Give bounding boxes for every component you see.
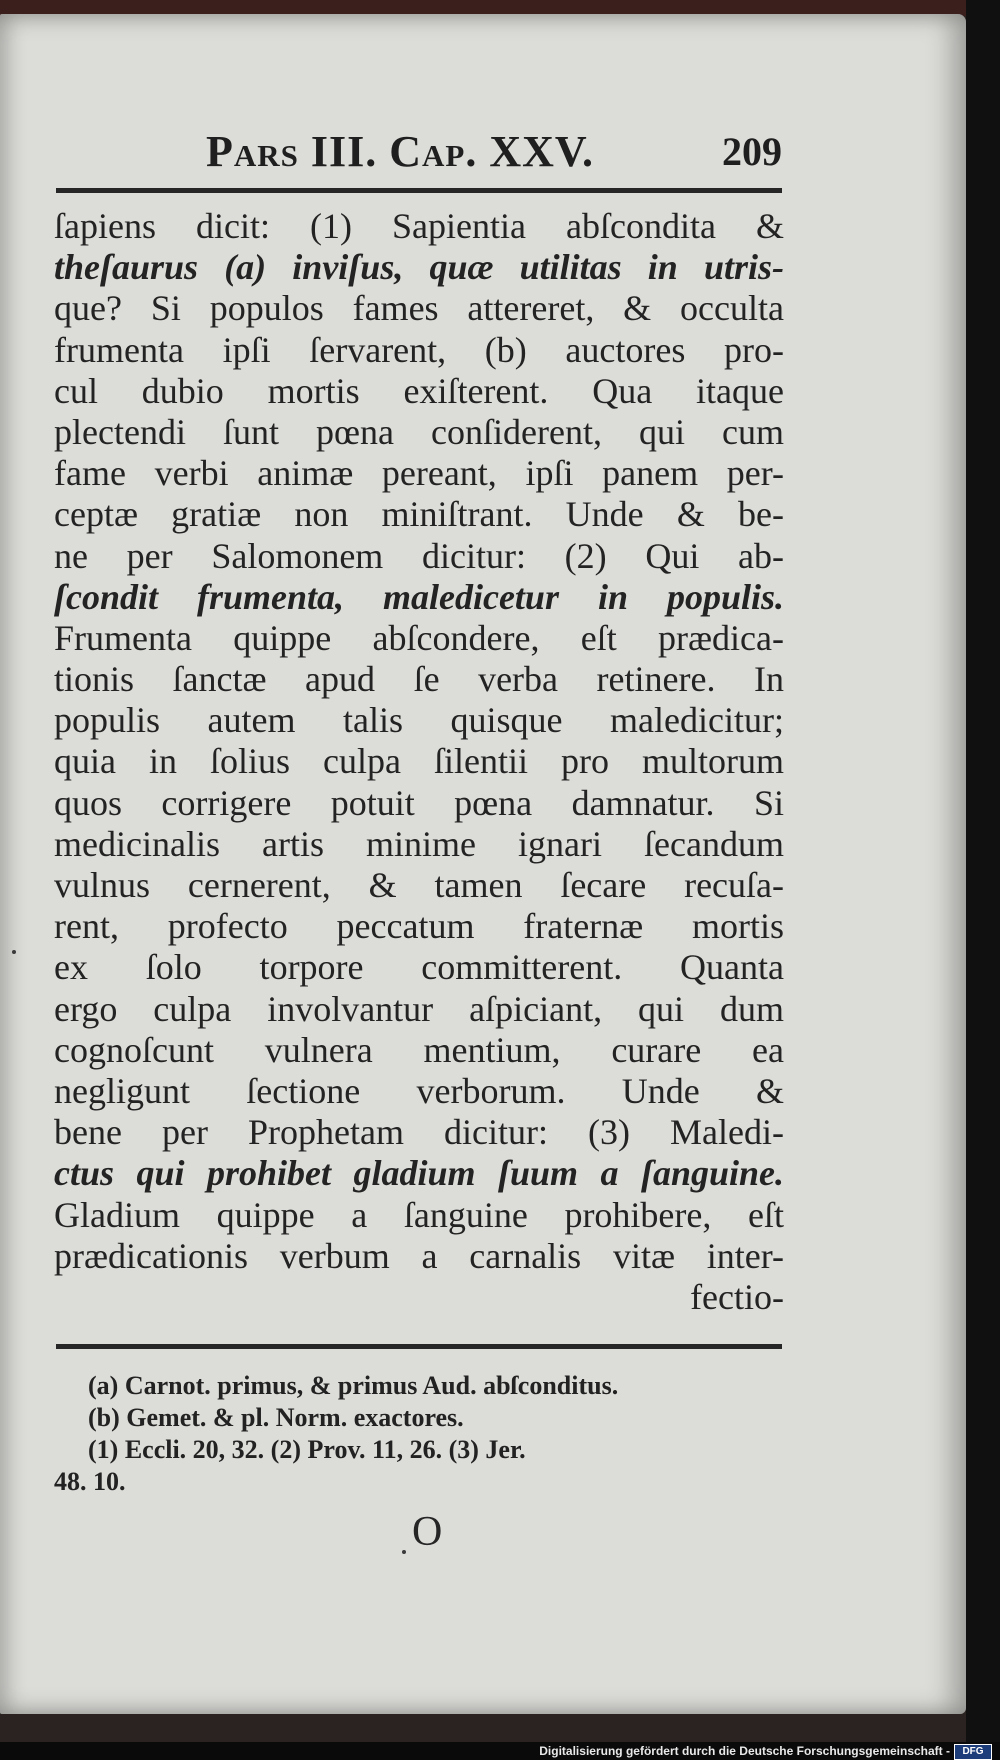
text-line: ſcondit frumenta, maledicetur in populis. — [54, 576, 784, 617]
text-line: cognoſcunt vulnera mentium, curare ea — [54, 1029, 784, 1070]
text-line: ſapiens dicit: (1) Sapientia abſcondita & — [54, 206, 784, 246]
dfg-logo: DFG — [954, 1744, 992, 1760]
running-header — [54, 126, 782, 182]
text-line: medicinalis artis minime ignari ſecandum — [54, 823, 784, 864]
header-rule — [56, 188, 782, 193]
text-line: prædicationis verbum a carnalis vitæ inter- — [54, 1235, 784, 1276]
text-line: vulnus cernerent, & tamen ſecare recuſa- — [54, 865, 784, 905]
book-edge-shadow — [966, 0, 1000, 1760]
paper-speck — [12, 950, 16, 954]
page-number: 209 — [722, 129, 782, 174]
footnotes — [54, 1370, 784, 1498]
text-line: que? Si populos fames attereret, & occulta — [54, 288, 784, 329]
footnote: (b) Gemet. & pl. Norm. exactores. — [88, 1403, 464, 1432]
text-line: tionis ſanctæ apud ſe verba retinere. In — [54, 659, 784, 700]
text-line: ne per Salomonem dicitur: (2) Qui ab- — [54, 535, 784, 576]
signature-mark: O — [412, 1509, 443, 1555]
text-line: rent, profecto peccatum fraternæ mortis — [54, 906, 784, 947]
footnote: 48. 10. — [54, 1467, 126, 1496]
funding-credit: Digitalisierung gefördert durch die Deutsche Forschungsgemeinschaft - — [539, 1744, 950, 1758]
text-line: plectendi ſunt pœna conſiderent, qui cum — [54, 411, 784, 452]
text-line: ergo culpa involvantur aſpiciant, qui dum — [54, 988, 784, 1029]
main-text — [54, 206, 784, 1318]
text-line: populis autem talis quisque maledicitur; — [54, 700, 784, 741]
text-line: quia in ſolius culpa ſilentii pro multorum — [54, 741, 784, 782]
text-line: quos corrigere potuit pœna damnatur. Si — [54, 782, 784, 823]
paper-speck — [402, 1550, 406, 1554]
footnote-rule — [56, 1344, 782, 1349]
footnote: (a) Carnot. primus, & primus Aud. abſconditus. — [88, 1371, 619, 1400]
text-line: cul dubio mortis exiſterent. Qua itaque — [54, 370, 784, 411]
catchword: fectio- — [690, 1276, 784, 1317]
text-line: negligunt ſectione verborum. Unde & — [54, 1070, 784, 1111]
footnote: (1) Eccli. 20, 32. (2) Prov. 11, 26. (3) Jer. — [88, 1435, 526, 1464]
text-line: ex ſolo torpore committerent. Quanta — [54, 947, 784, 988]
text-line: ceptæ gratiæ non miniſtrant. Unde & be- — [54, 494, 784, 535]
running-title: Pars III. Cap. XXV. — [206, 127, 595, 176]
text-line: theſaurus (a) inviſus, quæ utilitas in utris- — [54, 247, 784, 288]
text-line: Frumenta quippe abſcondere, eſt prædica- — [54, 617, 784, 658]
text-line: fame verbi animæ pereant, ipſi panem per- — [54, 453, 784, 494]
text-line: Gladium quippe a ſanguine prohibere, eſt — [54, 1194, 784, 1235]
text-line: bene per Prophetam dicitur: (3) Maledi- — [54, 1112, 784, 1153]
text-line: ctus qui prohibet gladium ſuum a ſanguine. — [54, 1153, 784, 1194]
text-line: frumenta ipſi ſervarent, (b) auctores pro- — [54, 329, 784, 370]
